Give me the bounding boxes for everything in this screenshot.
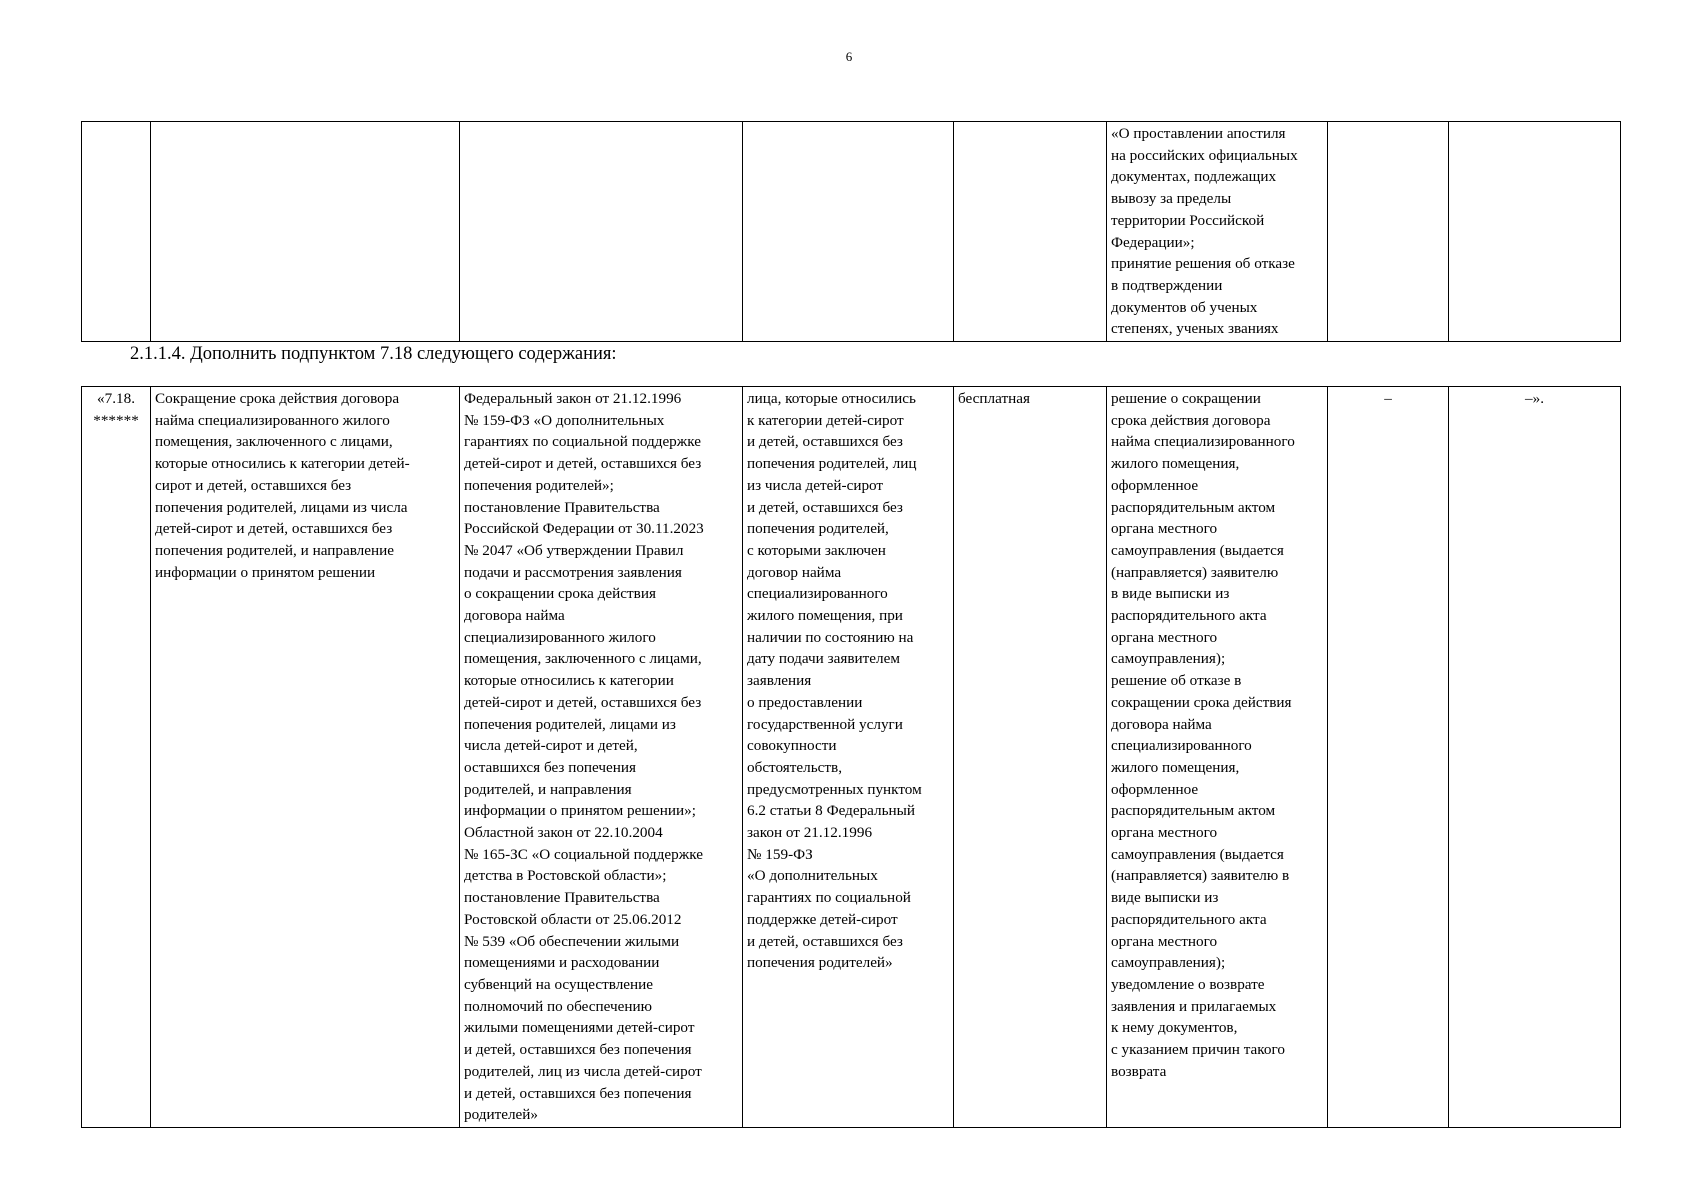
cell-result: «О проставлении апостиля на российских официальных документах, подлежащих вывозу за пределы территории Российской Федерации»; принятие решения об отказе в подтверждении документов об ученых степенях, ученых званиях xyxy=(1107,122,1328,342)
result: решение о сокращении срока действия договора найма специализированного жилого помещения, оформленное распорядительным актом органа местного самоуправления (выдается (направляется) заявителю в виде выписки из распорядительного акта органа местного самоуправления); решение об отказе в сокращении срока действия договора найма специализированного жилого помещения, оформленное распорядительным актом органа местного самоуправления (выдается (направляется) заявителю в виде выписки из распорядительного акта органа местного самоуправления); уведомление о возврате заявления и прилагаемых к нему документов, с указанием причин такого возврата xyxy=(1107,387,1328,1128)
services-table xyxy=(81,386,1621,1128)
cell-number xyxy=(82,122,151,342)
cell-recipients xyxy=(743,122,954,342)
cell-col7 xyxy=(1328,122,1449,342)
continuation-table xyxy=(81,121,1621,342)
col8-dash: –». xyxy=(1449,387,1621,1128)
row-number: «7.18. ****** xyxy=(82,387,151,1128)
cell-col8 xyxy=(1449,122,1621,342)
service-name: Сокращение срока действия договора найма специализированного жилого помещения, заключенного с лицами, которые относились к категории детей- сирот и детей, оставшихся без попечения родителей, лицами из числа детей-сирот и детей, оставшихся без попечения родителей, и направление информации о принятом решении xyxy=(151,387,460,1128)
col7-dash: – xyxy=(1328,387,1449,1128)
table-row xyxy=(82,387,1621,1128)
cell-fee xyxy=(954,122,1107,342)
cell-legal-basis xyxy=(460,122,743,342)
page-number: 6 xyxy=(845,49,853,64)
cell-service xyxy=(151,122,460,342)
recipients: лица, которые относились к категории детей-сирот и детей, оставшихся без попечения родителей, лиц из числа детей-сирот и детей, оставшихся без попечения родителей, с которыми заключен договор найма специализированного жилого помещения, при наличии по состоянию на дату подачи заявителем заявления о предоставлении государственной услуги совокупности обстоятельств, предусмотренных пунктом 6.2 статьи 8 Федеральный закон от 21.12.1996 № 159-ФЗ «О дополнительных гарантиях по социальной поддержке детей-сирот и детей, оставшихся без попечения родителей» xyxy=(743,387,954,1128)
legal-basis: Федеральный закон от 21.12.1996 № 159-ФЗ «О дополнительных гарантиях по социальной поддержке детей-сирот и детей, оставшихся без попечения родителей»; постановление Правительства Российской Федерации от 30.11.2023 № 2047 «Об утверждении Правил подачи и рассмотрения заявления о сокращении срока действия договора найма специализированного жилого помещения, заключенного с лицами, которые относились к категории детей-сирот и детей, оставшихся без попечения родителей, лицами из числа детей-сирот и детей, оставшихся без попечения родителей, и направления информации о принятом решении»; Областной закон от 22.10.2004 № 165-ЗС «О социальной поддержке детства в Ростовской области»; постановление Правительства Ростовской области от 25.06.2012 № 539 «Об обеспечении жилыми помещениями и расходовании субвенций на осуществление полномочий по обеспечению жилыми помещениями детей-сирот и детей, оставшихся без попечения родителей, лиц из числа детей-сирот и детей, оставшихся без попечения родителей» xyxy=(460,387,743,1128)
table-row xyxy=(82,122,1621,342)
fee: бесплатная xyxy=(954,387,1107,1128)
section-heading: 2.1.1.4. Дополнить подпунктом 7.18 следующего содержания: xyxy=(130,344,617,364)
